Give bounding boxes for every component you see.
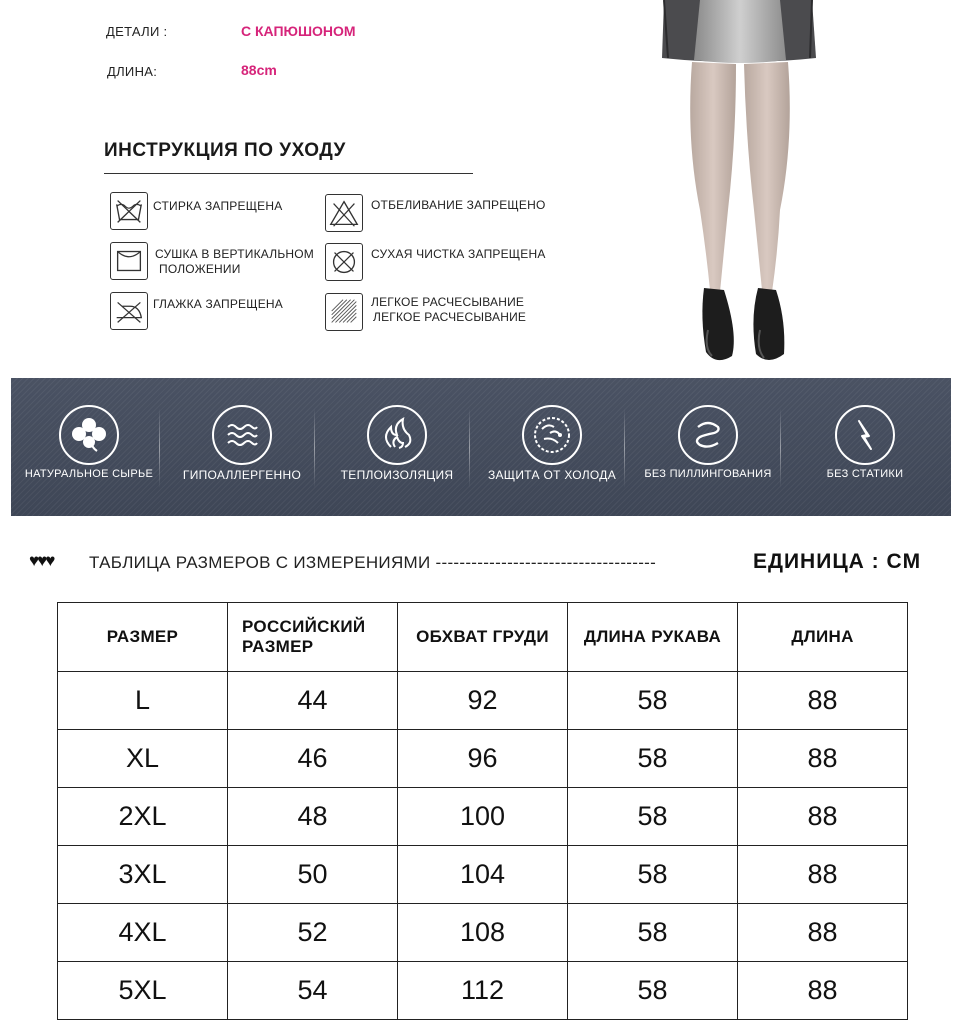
feature-insulation-label: ТЕПЛОИЗОЛЯЦИЯ [340,468,454,482]
feature-no-static [787,378,943,516]
vertical-dry-text-line1: СУШКА В ВЕРТИКАЛЬНОМ [155,247,314,261]
size-table-header-row [58,603,908,672]
care-title: ИНСТРУКЦИЯ ПО УХОДУ [104,140,346,161]
cell-russian-size: 46 [228,730,398,788]
cell-chest: 100 [398,788,568,846]
cell-sleeve: 58 [568,730,738,788]
cell-size: L [58,672,228,730]
feature-natural [11,378,167,516]
feature-divider [780,408,781,488]
cell-sleeve: 58 [568,904,738,962]
no-iron-icon [110,292,148,330]
cell-length: 88 [738,962,908,1020]
waves-icon [212,405,272,465]
cell-size: 3XL [58,846,228,904]
cell-size: 5XL [58,962,228,1020]
table-row [58,962,908,1020]
feature-divider [159,408,160,488]
vertical-dry-text [155,247,314,277]
cell-length: 88 [738,730,908,788]
product-model-photo [640,0,840,370]
header-russian-size [228,603,398,672]
no-dry-clean-icon [325,243,363,281]
cell-size: XL [58,730,228,788]
cell-sleeve: 58 [568,962,738,1020]
no-pilling-icon [678,405,738,465]
care-title-divider [104,173,473,174]
feature-cold-protection-label: ЗАЩИТА ОТ ХОЛОДА [487,468,617,482]
cell-length: 88 [738,672,908,730]
cold-protection-icon [522,405,582,465]
cell-chest: 112 [398,962,568,1020]
cell-chest: 108 [398,904,568,962]
cell-russian-size: 52 [228,904,398,962]
cell-length: 88 [738,904,908,962]
feature-divider [624,408,625,488]
no-bleach-text: ОТБЕЛИВАНИЕ ЗАПРЕЩЕНО [371,198,546,212]
cell-sleeve: 58 [568,788,738,846]
length-label: ДЛИНА: [107,64,158,79]
table-row [58,788,908,846]
cell-length: 88 [738,846,908,904]
table-row [58,672,908,730]
feature-no-pilling [630,378,786,516]
light-brush-text [371,295,526,325]
no-iron-text: ГЛАЖКА ЗАПРЕЩЕНА [153,297,283,311]
unit-label: ЕДИНИЦА : CM [753,550,922,573]
table-row [58,730,908,788]
cell-size: 2XL [58,788,228,846]
cell-sleeve: 58 [568,672,738,730]
no-wash-icon [110,192,148,230]
hearts-decoration: ♥♥♥ [29,551,54,570]
feature-natural-label: НАТУРАЛЬНОЕ СЫРЬЕ [24,468,154,480]
header-russian-size-line2: РАЗМЕР [242,637,314,656]
cell-length: 88 [738,788,908,846]
feature-hypoallergenic [164,378,320,516]
feature-no-pilling-label: БЕЗ ПИЛЛИНГОВАНИЯ [644,468,772,480]
detail-label: ДЕТАЛИ : [106,24,168,39]
vertical-dry-icon [110,242,148,280]
feature-insulation [319,378,475,516]
header-sleeve: ДЛИНА РУКАВА [568,603,738,672]
cell-russian-size: 54 [228,962,398,1020]
cell-chest: 104 [398,846,568,904]
feature-cold-protection [474,378,630,516]
no-bleach-icon [325,194,363,232]
cell-russian-size: 48 [228,788,398,846]
size-table-heading: ТАБЛИЦА РАЗМЕРОВ С ИЗМЕРЕНИЯМИ ------------------------------------- [89,553,657,572]
no-wash-text: СТИРКА ЗАПРЕЩЕНА [153,199,283,213]
lightning-icon [835,405,895,465]
feature-no-static-label: БЕЗ СТАТИКИ [826,468,904,480]
features-band [11,378,951,516]
cell-russian-size: 44 [228,672,398,730]
flame-icon [367,405,427,465]
detail-value: С КАПЮШОНОМ [241,23,356,39]
feature-hypoallergenic-label: ГИПОАЛЛЕРГЕННО [182,468,302,482]
light-brush-text-line2: ЛЕГКОЕ РАСЧЕСЫВАНИЕ [373,310,527,324]
length-value: 88cm [241,62,277,78]
header-length: ДЛИНА [738,603,908,672]
size-table [57,602,908,1020]
header-russian-size-line1: РОССИЙСКИЙ [242,617,366,636]
light-brush-icon [325,293,363,331]
feature-divider [469,408,470,488]
no-dry-clean-text: СУХАЯ ЧИСТКА ЗАПРЕЩЕНА [371,247,546,261]
cell-chest: 92 [398,672,568,730]
light-brush-text-line1: ЛЕГКОЕ РАСЧЕСЫВАНИЕ [371,295,525,309]
table-row [58,904,908,962]
clover-icon [59,405,119,465]
cell-size: 4XL [58,904,228,962]
feature-divider [314,408,315,488]
cell-sleeve: 58 [568,846,738,904]
vertical-dry-text-line2: ПОЛОЖЕНИИ [159,262,241,276]
cell-chest: 96 [398,730,568,788]
header-size: РАЗМЕР [58,603,228,672]
cell-russian-size: 50 [228,846,398,904]
table-row [58,846,908,904]
header-chest: ОБХВАТ ГРУДИ [398,603,568,672]
